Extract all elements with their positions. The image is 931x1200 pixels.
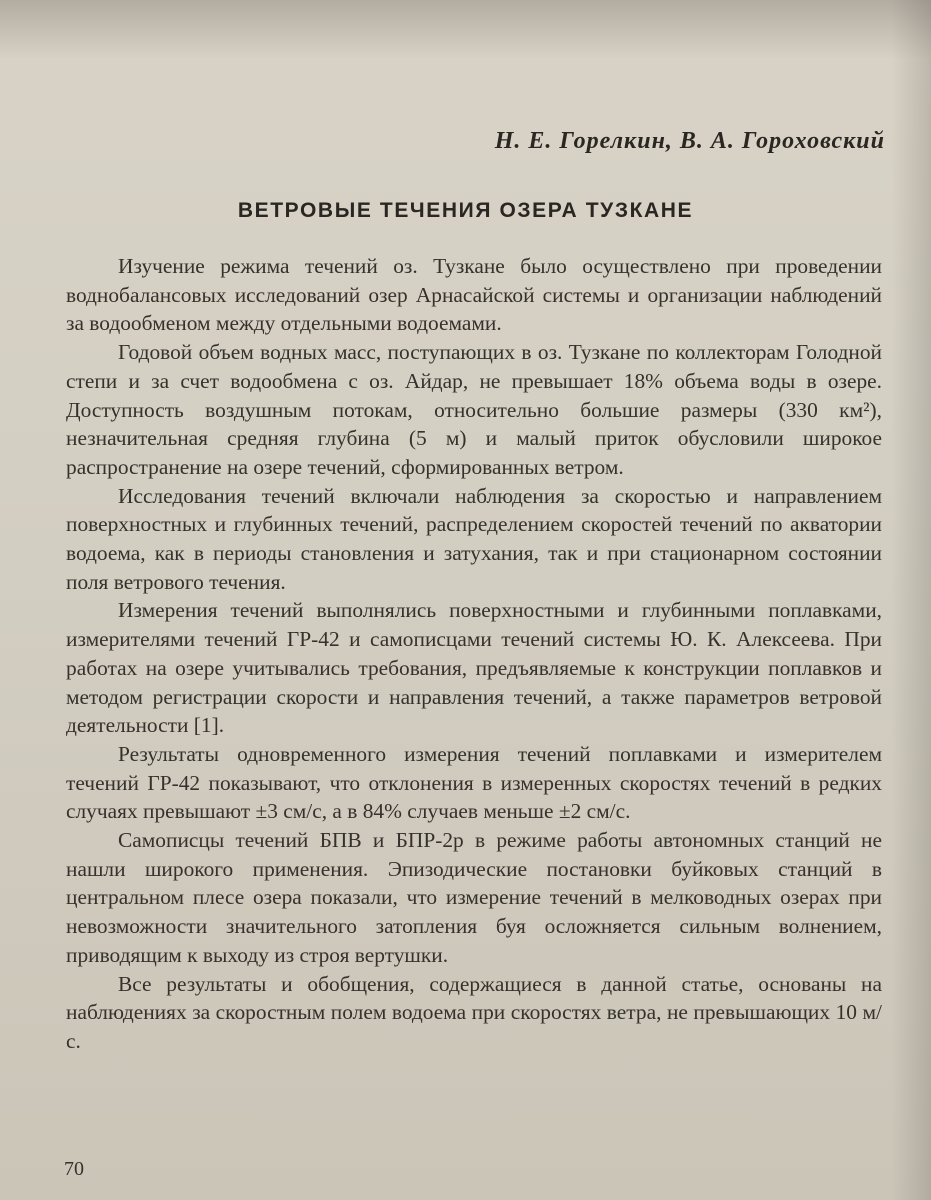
paragraph: Самописцы течений БПВ и БПР-2р в режиме работы автономных станций не нашли широкого применения. Эпизодические постановки буйковых станций в центральном плесе озера показали, что измерение течений в мелководных озерах при невозможности значительного затопления буя осложняется сильным волнением, приводящим к выходу из строя вертушки.	[66, 828, 882, 967]
paragraph: Годовой объем водных масс, поступающих в оз. Тузкане по коллекторам Голодной степи и за счет водообмена с оз. Айдар, не превышает 18% объема воды в озере. Доступность воздушным потокам, относительно большие размеры (330 км²), незначительная средняя глубина (5 м) и малый приток обусловили широкое распространение на озере течений, сформированных ветром.	[66, 340, 882, 479]
article-title: ВЕТРОВЫЕ ТЕЧЕНИЯ ОЗЕРА ТУЗКАНЕ	[237, 199, 694, 222]
paragraph: Изучение режима течений оз. Тузкане было осуществлено при проведении воднобалансовых исследований озер Арнасайской системы и организации наблюдений за водообменом между отдельными водоемами.	[66, 254, 882, 336]
paragraph: Все результаты и обобщения, содержащиеся в данной статье, основаны на наблюдениях за скоростным полем водоема при скоростях ветра, не превышающих 10 м/с.	[66, 971, 882, 1053]
page-shadow-right	[891, 0, 931, 1200]
paragraph: Результаты одновременного измерения течений поплавками и измерителем течений ГР-42 показывают, что отклонения в измеренных скоростях течений в редких случаях превышают ±3 см/с, а в 84% случаев меньше ±2 см/с.	[66, 741, 882, 824]
article-body	[66, 252, 882, 1056]
paragraph: Измерения течений выполнялись поверхностными и глубинными поплавками, измерителями течений ГР-42 и самописцами течений системы Ю. К. Алексеева. При работах на озере учитывались требования, предъявляемые к конструкции поплавков и методом регистрации скорости и направления течений, а также параметров ветровой деятельности [1].	[66, 598, 882, 738]
page-shadow-top	[0, 0, 931, 60]
paragraph: Исследования течений включали наблюдения за скоростью и направлением поверхностных и глубинных течений, распределением скоростей течений по акватории водоема, как в периоды становления и затухания, так и при стационарном состоянии поля ветрового течения.	[66, 483, 882, 594]
authors-line: Н. Е. Горелкин, В. А. Гороховский	[494, 128, 885, 154]
page-number: 70	[64, 1158, 84, 1180]
